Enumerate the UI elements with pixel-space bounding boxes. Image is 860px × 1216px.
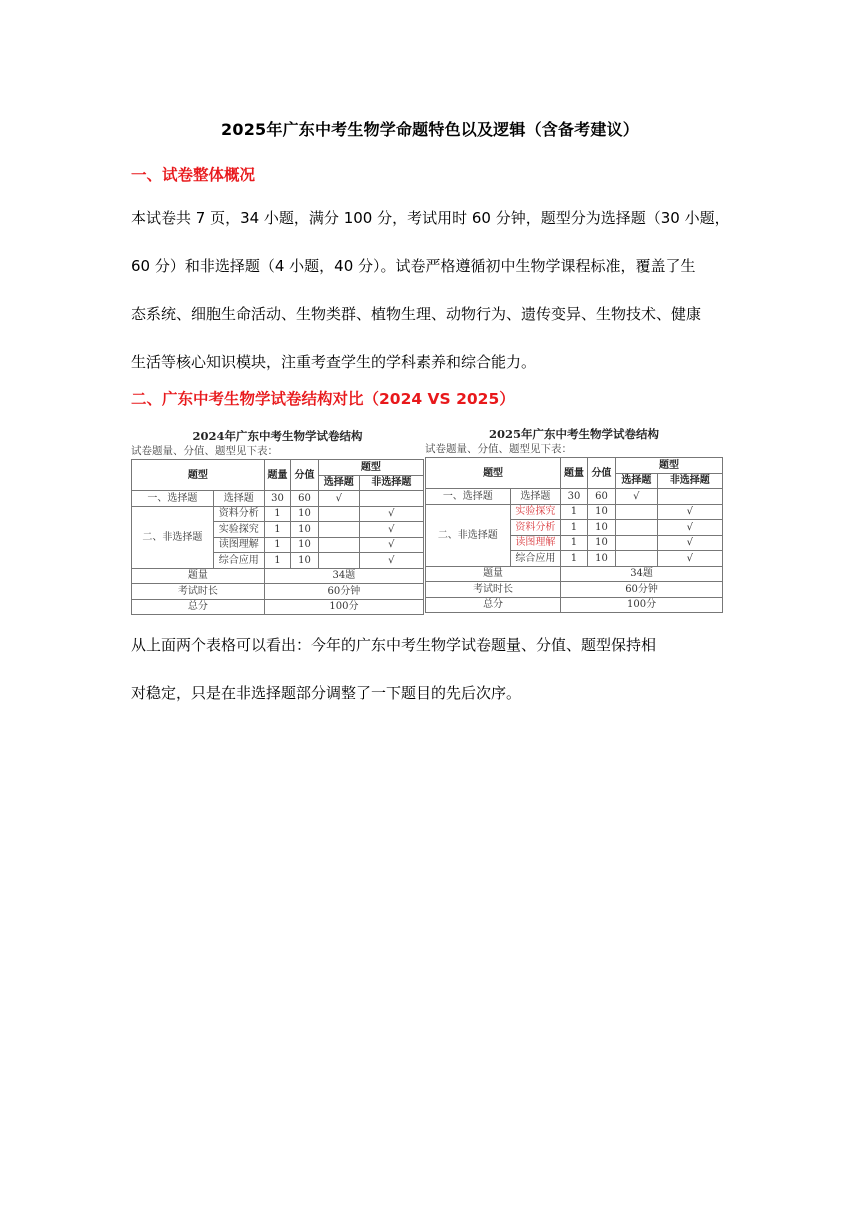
check-mark: √ [657,551,722,567]
table-row [132,491,424,507]
check-mark: √ [359,553,423,569]
name-cell-changed: 读图理解 [510,535,560,551]
table-row [426,504,723,520]
summary-value: 60分钟 [264,584,423,600]
score-cell: 10 [291,553,319,569]
count-cell: 1 [264,553,290,569]
summary-label: 总分 [132,599,265,615]
check-mark: √ [359,537,423,553]
paragraph-line: 对稳定，只是在非选择题部分调整了一下题目的先后次序。 [131,684,522,702]
name-cell: 综合应用 [510,551,560,567]
empty-cell [318,506,359,522]
header-type: 题型 [132,460,265,491]
summary-row [132,584,424,600]
count-cell: 1 [264,537,290,553]
summary-row [132,568,424,584]
score-cell: 10 [587,520,615,536]
check-mark: √ [318,491,359,507]
paragraph-line: 60 分）和非选择题（4 小题，40 分）。试卷严格遵循初中生物学课程标准，覆盖了生 [131,257,696,275]
score-cell: 60 [587,489,615,505]
header-choice: 选择题 [318,475,359,491]
summary-row [426,582,723,598]
conclusion-paragraph [131,621,731,717]
header-nonchoice: 非选择题 [359,475,423,491]
score-cell: 60 [291,491,319,507]
name-cell-changed: 资料分析 [510,520,560,536]
structure-table-2024 [131,428,424,615]
summary-label: 考试时长 [426,582,561,598]
count-cell: 1 [561,520,588,536]
score-cell: 10 [587,535,615,551]
check-mark: √ [359,506,423,522]
group-cell: 二、非选择题 [132,506,214,568]
summary-label: 题量 [426,566,561,582]
score-cell: 10 [587,504,615,520]
empty-cell [616,520,658,536]
check-mark: √ [359,522,423,538]
count-cell: 1 [561,551,588,567]
count-cell: 1 [264,522,290,538]
paragraph-line: 态系统、细胞生命活动、生物类群、植物生理、动物行为、遗传变异、生物技术、健康 [131,305,702,323]
score-cell: 10 [587,551,615,567]
check-mark: √ [657,535,722,551]
score-cell: 10 [291,522,319,538]
header-choice: 选择题 [616,473,658,489]
table-title: 2024年广东中考生物学试卷结构 [192,429,363,443]
empty-cell [318,537,359,553]
table-subtitle: 试卷题量、分值、题型见下表： [425,443,572,455]
empty-cell [657,489,722,505]
name-cell: 选择题 [213,491,264,507]
summary-row [132,599,424,615]
structure-table [425,457,723,613]
summary-value: 100分 [561,597,723,613]
empty-cell [616,504,658,520]
group-cell: 一、选择题 [132,491,214,507]
table-title: 2025年广东中考生物学试卷结构 [488,427,659,441]
empty-cell [318,553,359,569]
header-format: 题型 [616,458,723,474]
group-cell: 二、非选择题 [426,504,511,566]
table-row [426,489,723,505]
empty-cell [318,522,359,538]
page-title: 2025年广东中考生物学命题特色以及逻辑（含备考建议） [221,120,639,139]
section-heading-overview: 一、试卷整体概况 [131,166,256,184]
overview-paragraph [131,194,731,386]
summary-label: 考试时长 [132,584,265,600]
name-cell: 综合应用 [213,553,264,569]
summary-value: 34题 [264,568,423,584]
paragraph-line: 本试卷共 7 页，34 小题，满分 100 分，考试用时 60 分钟，题型分为选择题（30 小题， [131,209,730,227]
name-cell: 资料分析 [213,506,264,522]
table-subtitle: 试卷题量、分值、题型见下表： [131,445,278,457]
empty-cell [616,551,658,567]
structure-table-2025 [425,426,723,613]
header-format: 题型 [318,460,423,476]
section-heading-comparison: 二、广东中考生物学试卷结构对比（2024 VS 2025） [131,390,515,408]
count-cell: 1 [561,504,588,520]
header-score: 分值 [587,458,615,489]
empty-cell [616,535,658,551]
check-mark: √ [657,520,722,536]
paragraph-line: 从上面两个表格可以看出：今年的广东中考生物学试卷题量、分值、题型保持相 [131,636,657,654]
count-cell: 1 [561,535,588,551]
paragraph-line: 生活等核心知识模块，注重考查学生的学科素养和综合能力。 [131,353,537,371]
count-cell: 30 [561,489,588,505]
structure-table [131,459,424,615]
summary-value: 60分钟 [561,582,723,598]
header-count: 题量 [561,458,588,489]
table-row [132,506,424,522]
summary-value: 34题 [561,566,723,582]
name-cell-changed: 实验探究 [510,504,560,520]
summary-value: 100分 [264,599,423,615]
summary-row [426,597,723,613]
name-cell: 实验探究 [213,522,264,538]
summary-label: 题量 [132,568,265,584]
check-mark: √ [657,504,722,520]
table-header-row [132,460,424,476]
empty-cell [359,491,423,507]
header-type: 题型 [426,458,561,489]
check-mark: √ [616,489,658,505]
header-count: 题量 [264,460,290,491]
name-cell: 读图理解 [213,537,264,553]
header-score: 分值 [291,460,319,491]
count-cell: 1 [264,506,290,522]
header-nonchoice: 非选择题 [657,473,722,489]
summary-label: 总分 [426,597,561,613]
group-cell: 一、选择题 [426,489,511,505]
summary-row [426,566,723,582]
score-cell: 10 [291,506,319,522]
name-cell: 选择题 [510,489,560,505]
count-cell: 30 [264,491,290,507]
table-header-row [426,458,723,474]
score-cell: 10 [291,537,319,553]
